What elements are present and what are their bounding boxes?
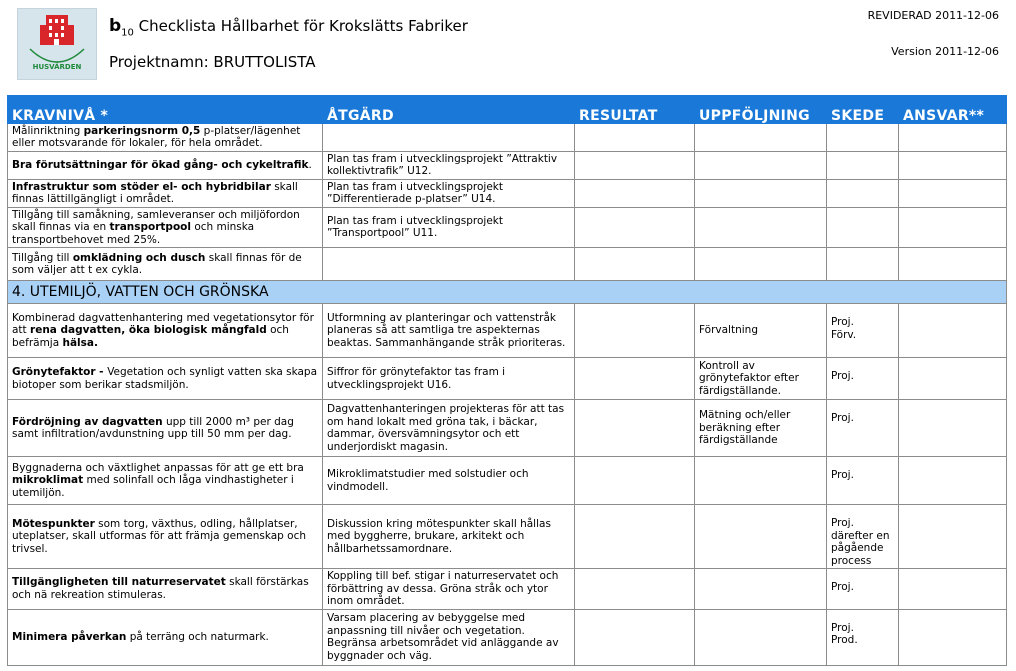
table-row: [8, 179, 1007, 207]
result-cell: [575, 569, 695, 610]
table-row: [8, 505, 1007, 569]
requirement-text: p-platser/lägenhet eller motsvarande för lokaler, för hela området.: [12, 124, 301, 149]
stage-cell: Proj.: [827, 457, 899, 505]
requirement-text: .: [308, 158, 312, 171]
table-row: [8, 358, 1007, 400]
requirement-text: Minimera påverkan: [12, 630, 127, 643]
followup-cell: [695, 505, 827, 569]
action-cell: Plan tas fram i utvecklingsprojekt ”Attraktiv kollektivtrafik” U12.: [323, 151, 575, 179]
requirement-text: omklädning och dusch: [72, 251, 206, 264]
requirement-text: på terräng och naturmark.: [126, 630, 269, 643]
version-date: Version 2011-12-06: [891, 45, 999, 58]
action-cell: Dagvattenhanteringen projekteras för att tas om hand lokalt med gröna tak, i bäckar, dammar, översvämningsytor och ett underjordiskt magasin.: [323, 400, 575, 457]
action-cell: Koppling till bef. stigar i naturreservatet och förbättring av dessa. Gröna stråk och ytor inom området.: [323, 569, 575, 610]
col-header-skede: SKEDE: [827, 96, 899, 124]
stage-cell: [827, 123, 899, 151]
stage-cell: Proj. Förv.: [827, 304, 899, 358]
requirement-cell: [8, 123, 323, 151]
requirement-cell: [8, 609, 323, 665]
requirement-text: skall förstärkas och nä rekreation stimuleras.: [12, 576, 309, 601]
requirement-text: Tillgång till samåkning, samleveranser och miljöfordon skall finnas via en: [12, 208, 300, 233]
requirement-cell: [8, 207, 323, 248]
requirement-cell: [8, 569, 323, 610]
followup-cell: Kontroll av grönytefaktor efter färdigställande.: [695, 358, 827, 400]
stage-cell: Proj.: [827, 358, 899, 400]
requirement-text: Byggnaderna och växtlighet anpassas för att ge ett bra: [12, 461, 304, 474]
requirement-text: Tillgängligheten till naturreservatet: [12, 576, 226, 589]
followup-cell: [695, 457, 827, 505]
table-row: [8, 123, 1007, 151]
responsible-cell: [899, 569, 1007, 610]
action-cell: [323, 123, 575, 151]
checklist-table: [7, 95, 1007, 666]
title-rest: Checklista Hållbarhet för Krokslätts Fabriker: [133, 17, 468, 35]
followup-cell: [695, 151, 827, 179]
section-title: 4. UTEMILJÖ, VATTEN OCH GRÖNSKA: [8, 281, 1007, 304]
result-cell: [575, 207, 695, 248]
requirement-text: skall finnas lättillgängligt i området.: [12, 180, 298, 205]
requirement-cell: [8, 505, 323, 569]
col-header-uppfoljning: UPPFÖLJNING: [695, 96, 827, 124]
responsible-cell: [899, 304, 1007, 358]
revised-date: REVIDERAD 2011-12-06: [867, 9, 999, 22]
requirement-text: hälsa.: [62, 336, 98, 349]
followup-cell: Mätning och/eller beräkning efter färdigställande: [695, 400, 827, 457]
requirement-text: transportpool: [109, 221, 191, 233]
table-row: [8, 248, 1007, 281]
table-row: [8, 151, 1007, 179]
building-logo-icon: [18, 9, 96, 79]
result-cell: [575, 505, 695, 569]
responsible-cell: [899, 151, 1007, 179]
logo-text: HUSVÄRDEN: [32, 63, 82, 71]
section-row: [8, 281, 1007, 304]
followup-cell: [695, 123, 827, 151]
requirement-text: med solinfall och låga vindhastigheter i utemiljön.: [12, 474, 294, 499]
requirement-text: mikroklimat: [12, 474, 84, 487]
action-cell: Plan tas fram i utvecklingsprojekt ”Transportpool” U11.: [323, 207, 575, 248]
followup-cell: [695, 179, 827, 207]
responsible-cell: [899, 609, 1007, 665]
result-cell: [575, 123, 695, 151]
action-cell: Diskussion kring mötespunkter skall hållas med byggherre, brukare, arkitekt och hållbarhetssamordnare.: [323, 505, 575, 569]
project-name: Projektnamn: BRUTTOLISTA: [109, 53, 316, 71]
result-cell: [575, 179, 695, 207]
table-row: [8, 569, 1007, 610]
requirement-cell: [8, 304, 323, 358]
action-cell: Varsam placering av bebyggelse med anpassning till nivåer och vegetation. Begränsa arbetsområdet vid anläggande av byggnader och väg.: [323, 609, 575, 665]
responsible-cell: [899, 207, 1007, 248]
followup-cell: [695, 609, 827, 665]
responsible-cell: [899, 400, 1007, 457]
responsible-cell: [899, 358, 1007, 400]
table-row: [8, 400, 1007, 457]
action-cell: Plan tas fram i utvecklingsprojekt ”Differentierade p-platser” U14.: [323, 179, 575, 207]
followup-cell: Förvaltning: [695, 304, 827, 358]
responsible-cell: [899, 123, 1007, 151]
stage-cell: [827, 179, 899, 207]
result-cell: [575, 248, 695, 281]
title-prefix: b: [109, 16, 122, 36]
stage-cell: [827, 207, 899, 248]
result-cell: [575, 457, 695, 505]
action-cell: Utformning av planteringar och vattenstråk planeras så att samtliga tre aspekternas beaktas. Sammanhängande stråk prioriteras.: [323, 304, 575, 358]
table-row: [8, 207, 1007, 248]
requirement-text: och minska transportbehovet med 25%.: [12, 221, 255, 246]
col-header-kravniva: KRAVNIVÅ *: [8, 96, 323, 124]
table-row: [8, 457, 1007, 505]
followup-cell: [695, 207, 827, 248]
requirement-cell: [8, 179, 323, 207]
title-sub: 10: [121, 27, 134, 39]
requirement-text: och befrämja: [12, 324, 289, 349]
result-cell: [575, 304, 695, 358]
col-header-resultat: RESULTAT: [575, 96, 695, 124]
result-cell: [575, 358, 695, 400]
requirement-text: Bra förutsättningar för ökad gång- och cykeltrafik: [12, 158, 309, 171]
requirement-text: som torg, växthus, odling, hållplatser, uteplatser, skall utformas för att främja gemenskap och trivsel.: [12, 517, 307, 555]
stage-cell: Proj. därefter en pågående process: [827, 505, 899, 569]
followup-cell: [695, 248, 827, 281]
stage-cell: Proj.: [827, 569, 899, 610]
followup-cell: [695, 569, 827, 610]
responsible-cell: [899, 179, 1007, 207]
action-cell: Siffror för grönytefaktor tas fram i utvecklingsprojekt U16.: [323, 358, 575, 400]
requirement-cell: [8, 151, 323, 179]
requirement-text: parkeringsnorm 0,5: [83, 124, 201, 137]
action-cell: Mikroklimatstudier med solstudier och vindmodell.: [323, 457, 575, 505]
responsible-cell: [899, 505, 1007, 569]
requirement-text: Vegetation och synligt vatten ska skapa biotoper som berikar stadsmiljön.: [12, 366, 317, 391]
col-header-atgard: ÅTGÄRD: [323, 96, 575, 124]
stage-cell: [827, 248, 899, 281]
requirement-cell: [8, 248, 323, 281]
responsible-cell: [899, 457, 1007, 505]
table-row: [8, 609, 1007, 665]
action-cell: [323, 248, 575, 281]
logo: [17, 8, 97, 80]
result-cell: [575, 151, 695, 179]
requirement-cell: [8, 358, 323, 400]
requirement-cell: [8, 457, 323, 505]
document-title: [109, 16, 468, 38]
requirement-text: Tillgång till: [12, 251, 73, 264]
requirement-cell: [8, 400, 323, 457]
stage-cell: [827, 151, 899, 179]
requirement-text: Målinriktning: [12, 124, 84, 137]
requirement-text: rena dagvatten, öka biologisk mångfald: [30, 324, 267, 337]
table-header-row: [8, 96, 1007, 124]
requirement-text: upp till 2000 m³ per dag samt infiltration/avdunstning upp till 50 mm per dag.: [12, 415, 294, 440]
result-cell: [575, 400, 695, 457]
stage-cell: Proj. Prod.: [827, 609, 899, 665]
table-row: [8, 304, 1007, 358]
requirement-text: Infrastruktur som stöder el- och hybridbilar: [12, 180, 271, 193]
requirement-text: Kombinerad dagvattenhantering med vegetationsytor för att: [12, 311, 314, 337]
result-cell: [575, 609, 695, 665]
responsible-cell: [899, 248, 1007, 281]
requirement-text: skall finnas för de som väljer att t ex cykla.: [12, 251, 302, 276]
stage-cell: Proj.: [827, 400, 899, 457]
col-header-ansvar: ANSVAR**: [899, 96, 1007, 124]
requirement-text: Grönytefaktor -: [12, 366, 108, 378]
requirement-text: Fördröjning av dagvatten: [12, 415, 163, 428]
requirement-text: Mötespunkter: [12, 517, 95, 530]
